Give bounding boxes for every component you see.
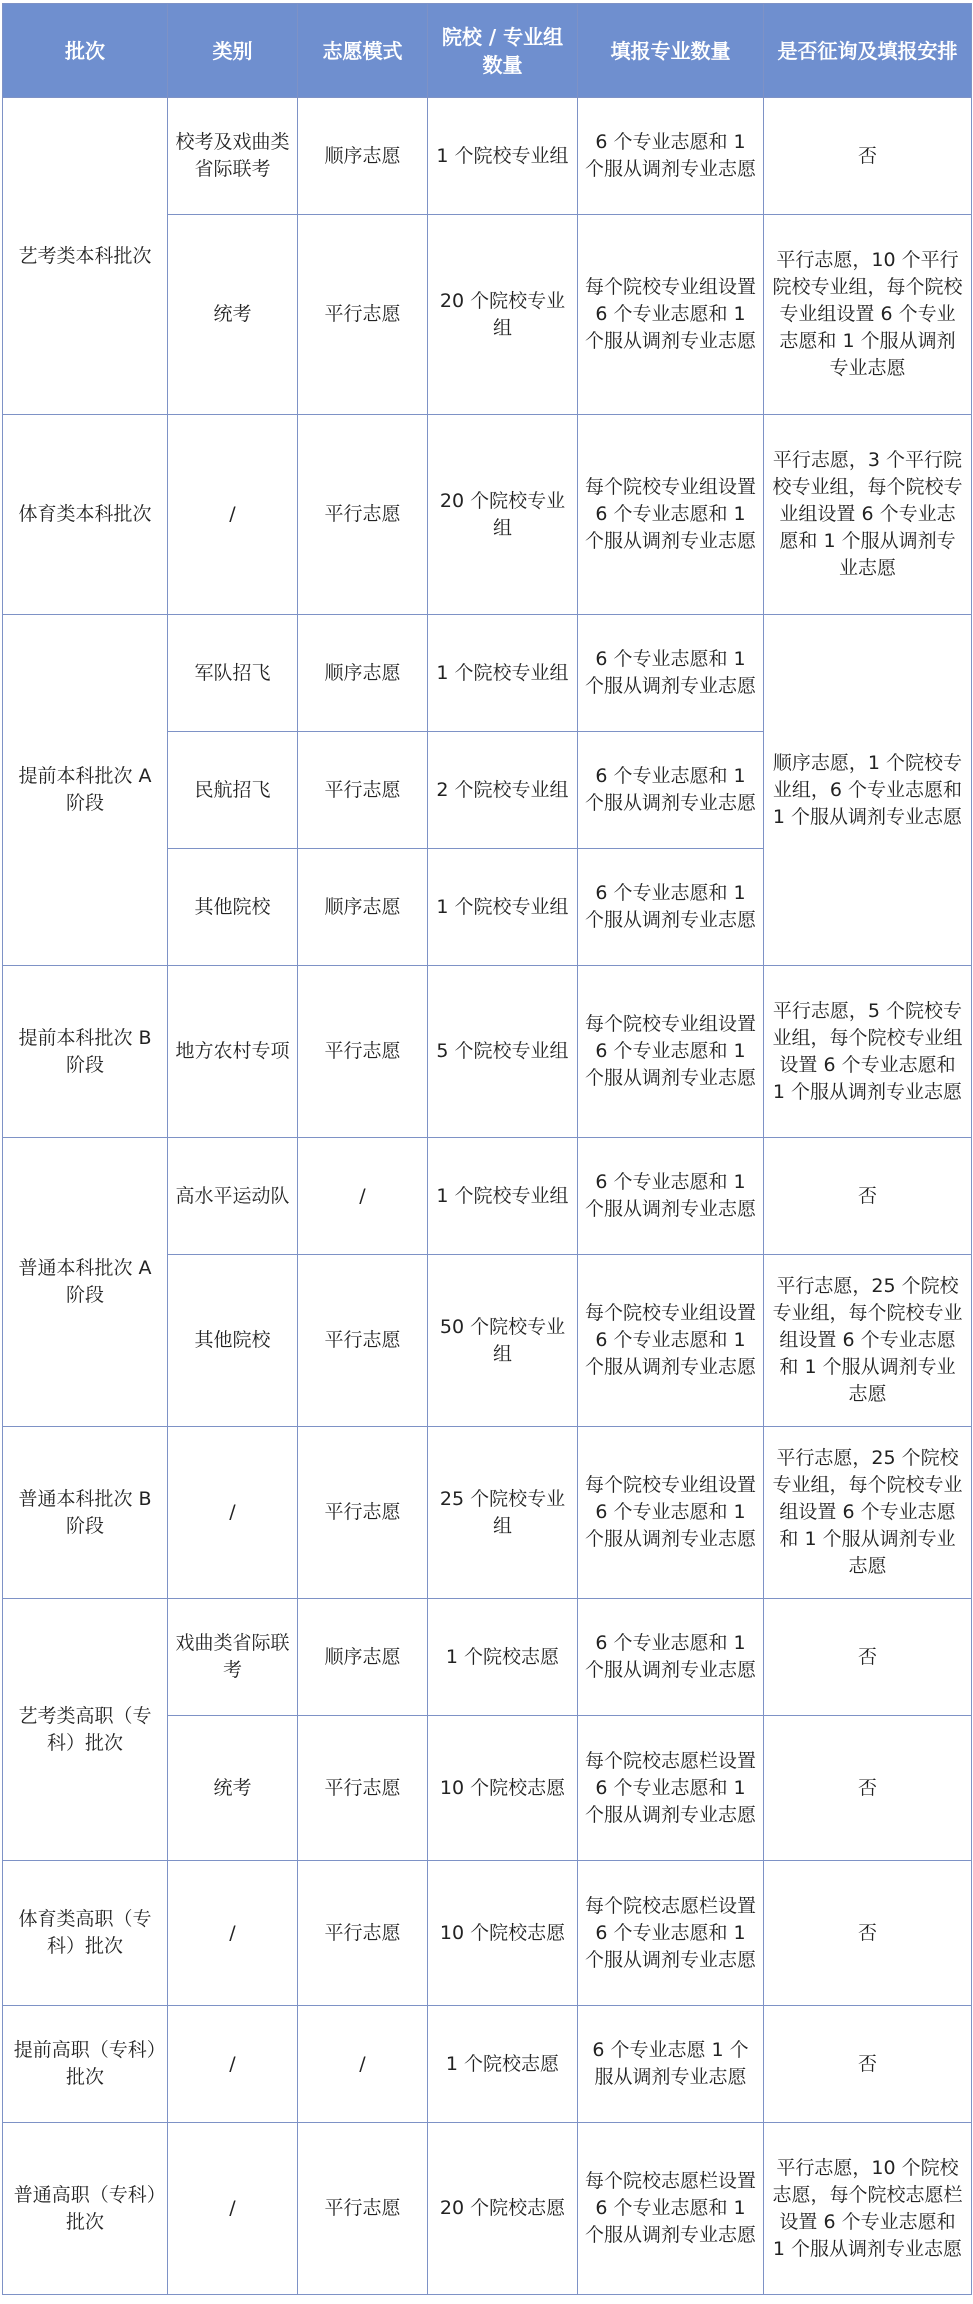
count-cell: 20 个院校专业组: [428, 415, 578, 615]
solicit-cell: 否: [764, 1716, 972, 1861]
count-cell: 1 个院校专业组: [428, 849, 578, 966]
solicit-cell: 否: [764, 2006, 972, 2123]
table-row: [3, 615, 972, 732]
majors-cell: 每个院校专业组设置 6 个专业志愿和 1 个服从调剂专业志愿: [578, 1427, 764, 1599]
batch-cell: 普通本科批次 A 阶段: [3, 1138, 168, 1427]
mode-cell: /: [298, 2006, 428, 2123]
majors-cell: 6 个专业志愿和 1 个服从调剂专业志愿: [578, 98, 764, 215]
table-row: [3, 415, 972, 615]
count-cell: 25 个院校专业组: [428, 1427, 578, 1599]
majors-cell: 6 个专业志愿和 1 个服从调剂专业志愿: [578, 1138, 764, 1255]
mode-cell: 平行志愿: [298, 1255, 428, 1427]
batch-cell: 提前高职（专科）批次: [3, 2006, 168, 2123]
solicit-cell: 顺序志愿，1 个院校专业组，6 个专业志愿和 1 个服从调剂专业志愿: [764, 615, 972, 966]
mode-cell: 平行志愿: [298, 215, 428, 415]
solicit-cell: 否: [764, 1599, 972, 1716]
count-cell: 10 个院校志愿: [428, 1716, 578, 1861]
majors-cell: 每个院校专业组设置 6 个专业志愿和 1 个服从调剂专业志愿: [578, 966, 764, 1138]
mode-cell: 平行志愿: [298, 1716, 428, 1861]
majors-cell: 6 个专业志愿和 1 个服从调剂专业志愿: [578, 849, 764, 966]
majors-cell: 每个院校专业组设置 6 个专业志愿和 1 个服从调剂专业志愿: [578, 415, 764, 615]
header-solicit: 是否征询及填报安排: [764, 4, 972, 98]
count-cell: 1 个院校专业组: [428, 1138, 578, 1255]
batch-cell: 艺考类高职（专科）批次: [3, 1599, 168, 1861]
majors-cell: 每个院校志愿栏设置 6 个专业志愿和 1 个服从调剂专业志愿: [578, 1716, 764, 1861]
majors-cell: 6 个专业志愿 1 个服从调剂专业志愿: [578, 2006, 764, 2123]
category-cell: /: [168, 2123, 298, 2295]
header-row: [3, 4, 972, 98]
category-cell: 其他院校: [168, 849, 298, 966]
count-cell: 1 个院校志愿: [428, 1599, 578, 1716]
count-cell: 1 个院校志愿: [428, 2006, 578, 2123]
admission-batch-table: [2, 3, 972, 2295]
header-count: 院校 / 专业组数量: [428, 4, 578, 98]
batch-cell: 提前本科批次 B 阶段: [3, 966, 168, 1138]
count-cell: 5 个院校专业组: [428, 966, 578, 1138]
category-cell: 地方农村专项: [168, 966, 298, 1138]
table-row: [3, 2123, 972, 2295]
majors-cell: 每个院校专业组设置 6 个专业志愿和 1 个服从调剂专业志愿: [578, 215, 764, 415]
batch-cell: 普通高职（专科）批次: [3, 2123, 168, 2295]
solicit-cell: 否: [764, 1138, 972, 1255]
count-cell: 1 个院校专业组: [428, 98, 578, 215]
header-batch: 批次: [3, 4, 168, 98]
header-majors: 填报专业数量: [578, 4, 764, 98]
majors-cell: 每个院校专业组设置 6 个专业志愿和 1 个服从调剂专业志愿: [578, 1255, 764, 1427]
header-mode: 志愿模式: [298, 4, 428, 98]
count-cell: 50 个院校专业组: [428, 1255, 578, 1427]
batch-cell: 体育类本科批次: [3, 415, 168, 615]
majors-cell: 6 个专业志愿和 1 个服从调剂专业志愿: [578, 732, 764, 849]
solicit-cell: 否: [764, 1861, 972, 2006]
table-body: [3, 98, 972, 2295]
count-cell: 10 个院校志愿: [428, 1861, 578, 2006]
mode-cell: 平行志愿: [298, 732, 428, 849]
solicit-cell: 平行志愿，5 个院校专业组，每个院校专业组设置 6 个专业志愿和 1 个服从调剂专业志愿: [764, 966, 972, 1138]
batch-cell: 普通本科批次 B 阶段: [3, 1427, 168, 1599]
table-row: [3, 966, 972, 1138]
category-cell: /: [168, 1861, 298, 2006]
solicit-cell: 否: [764, 98, 972, 215]
table-row: [3, 1427, 972, 1599]
mode-cell: 平行志愿: [298, 1861, 428, 2006]
count-cell: 2 个院校专业组: [428, 732, 578, 849]
category-cell: /: [168, 1427, 298, 1599]
solicit-cell: 平行志愿，25 个院校专业组，每个院校专业组设置 6 个专业志愿和 1 个服从调剂专业志愿: [764, 1255, 972, 1427]
table-row: [3, 1861, 972, 2006]
category-cell: 校考及戏曲类省际联考: [168, 98, 298, 215]
mode-cell: 顺序志愿: [298, 615, 428, 732]
mode-cell: 顺序志愿: [298, 1599, 428, 1716]
count-cell: 20 个院校专业组: [428, 215, 578, 415]
mode-cell: 平行志愿: [298, 2123, 428, 2295]
category-cell: 统考: [168, 1716, 298, 1861]
category-cell: 高水平运动队: [168, 1138, 298, 1255]
batch-cell: 艺考类本科批次: [3, 98, 168, 415]
table-row: [3, 98, 972, 215]
majors-cell: 6 个专业志愿和 1 个服从调剂专业志愿: [578, 1599, 764, 1716]
solicit-cell: 平行志愿，25 个院校专业组，每个院校专业组设置 6 个专业志愿和 1 个服从调剂专业志愿: [764, 1427, 972, 1599]
batch-cell: 体育类高职（专科）批次: [3, 1861, 168, 2006]
solicit-cell: 平行志愿，3 个平行院校专业组，每个院校专业组设置 6 个专业志愿和 1 个服从调剂专业志愿: [764, 415, 972, 615]
mode-cell: 顺序志愿: [298, 849, 428, 966]
header-category: 类别: [168, 4, 298, 98]
count-cell: 20 个院校志愿: [428, 2123, 578, 2295]
mode-cell: 平行志愿: [298, 966, 428, 1138]
table-row: [3, 1599, 972, 1716]
majors-cell: 6 个专业志愿和 1 个服从调剂专业志愿: [578, 615, 764, 732]
category-cell: 军队招飞: [168, 615, 298, 732]
category-cell: /: [168, 2006, 298, 2123]
table-row: [3, 2006, 972, 2123]
mode-cell: /: [298, 1138, 428, 1255]
count-cell: 1 个院校专业组: [428, 615, 578, 732]
majors-cell: 每个院校志愿栏设置 6 个专业志愿和 1 个服从调剂专业志愿: [578, 1861, 764, 2006]
category-cell: 其他院校: [168, 1255, 298, 1427]
solicit-cell: 平行志愿，10 个平行院校专业组，每个院校专业组设置 6 个专业志愿和 1 个服从调剂专业志愿: [764, 215, 972, 415]
category-cell: /: [168, 415, 298, 615]
category-cell: 统考: [168, 215, 298, 415]
solicit-cell: 平行志愿，10 个院校志愿，每个院校志愿栏设置 6 个专业志愿和 1 个服从调剂专业志愿: [764, 2123, 972, 2295]
table-row: [3, 1138, 972, 1255]
category-cell: 民航招飞: [168, 732, 298, 849]
mode-cell: 顺序志愿: [298, 98, 428, 215]
batch-cell: 提前本科批次 A 阶段: [3, 615, 168, 966]
category-cell: 戏曲类省际联考: [168, 1599, 298, 1716]
mode-cell: 平行志愿: [298, 1427, 428, 1599]
mode-cell: 平行志愿: [298, 415, 428, 615]
majors-cell: 每个院校志愿栏设置 6 个专业志愿和 1 个服从调剂专业志愿: [578, 2123, 764, 2295]
